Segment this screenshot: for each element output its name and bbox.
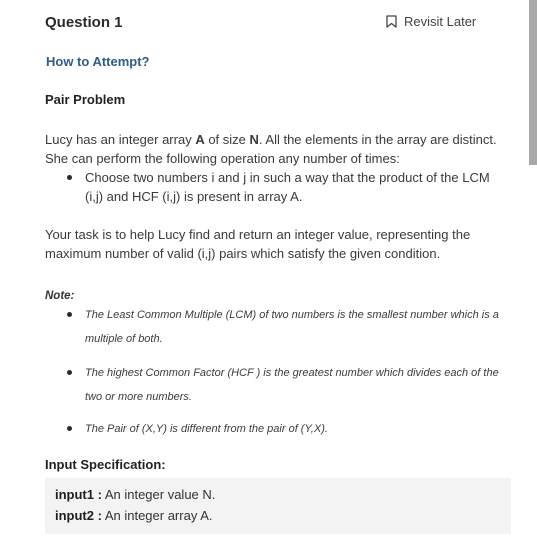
scrollbar-thumb[interactable] xyxy=(529,0,537,165)
bullet-dot xyxy=(67,175,72,180)
operation-bullet: Choose two numbers i and j in such a way that the product of the LCM (i,j) and HCF (i,j) is present in array A. xyxy=(85,170,490,204)
input-specification-title: Input Specification: xyxy=(45,457,166,472)
input-desc: An integer array A. xyxy=(101,508,213,523)
note-item: The Least Common Multiple (LCM) of two numbers is the smallest number which is a multiple of both. xyxy=(85,309,499,345)
question-title: Question 1 xyxy=(45,14,123,31)
input-name: input1 : xyxy=(55,487,102,502)
how-to-attempt-link[interactable]: How to Attempt? xyxy=(46,54,150,69)
bullet-dot xyxy=(67,426,72,431)
note-label: Note: xyxy=(45,290,75,302)
revisit-later-label: Revisit Later xyxy=(404,14,477,29)
bullet-dot xyxy=(67,312,72,317)
note-item: The highest Common Factor (HCF ) is the greatest number which divides each of the two or more numbers. xyxy=(85,367,499,403)
array-name: A xyxy=(195,132,205,147)
input-specification-box xyxy=(45,478,511,534)
input-name: input2 : xyxy=(55,508,102,523)
bullet-dot xyxy=(67,370,72,375)
intro-text: Lucy has an integer array xyxy=(45,132,196,147)
intro-text: . All the elements in the array are distinct. She can perform the following operation any number of times: xyxy=(45,132,497,166)
input-desc: An integer value N. xyxy=(101,487,216,502)
task-description: Your task is to help Lucy find and return an integer value, representing the maximum number of valid (i,j) pairs which satisfy the given condition. xyxy=(45,227,471,261)
note-item: The Pair of (X,Y) is different from the pair of (Y,X). xyxy=(85,423,328,435)
intro-text: of size xyxy=(204,132,250,147)
input-spec-line xyxy=(55,508,213,523)
input-spec-line xyxy=(55,487,215,502)
problem-description xyxy=(45,130,510,168)
size-name: N xyxy=(249,132,259,147)
problem-title: Pair Problem xyxy=(45,92,126,107)
bookmark-icon xyxy=(386,15,397,28)
revisit-later-button[interactable] xyxy=(386,14,476,29)
